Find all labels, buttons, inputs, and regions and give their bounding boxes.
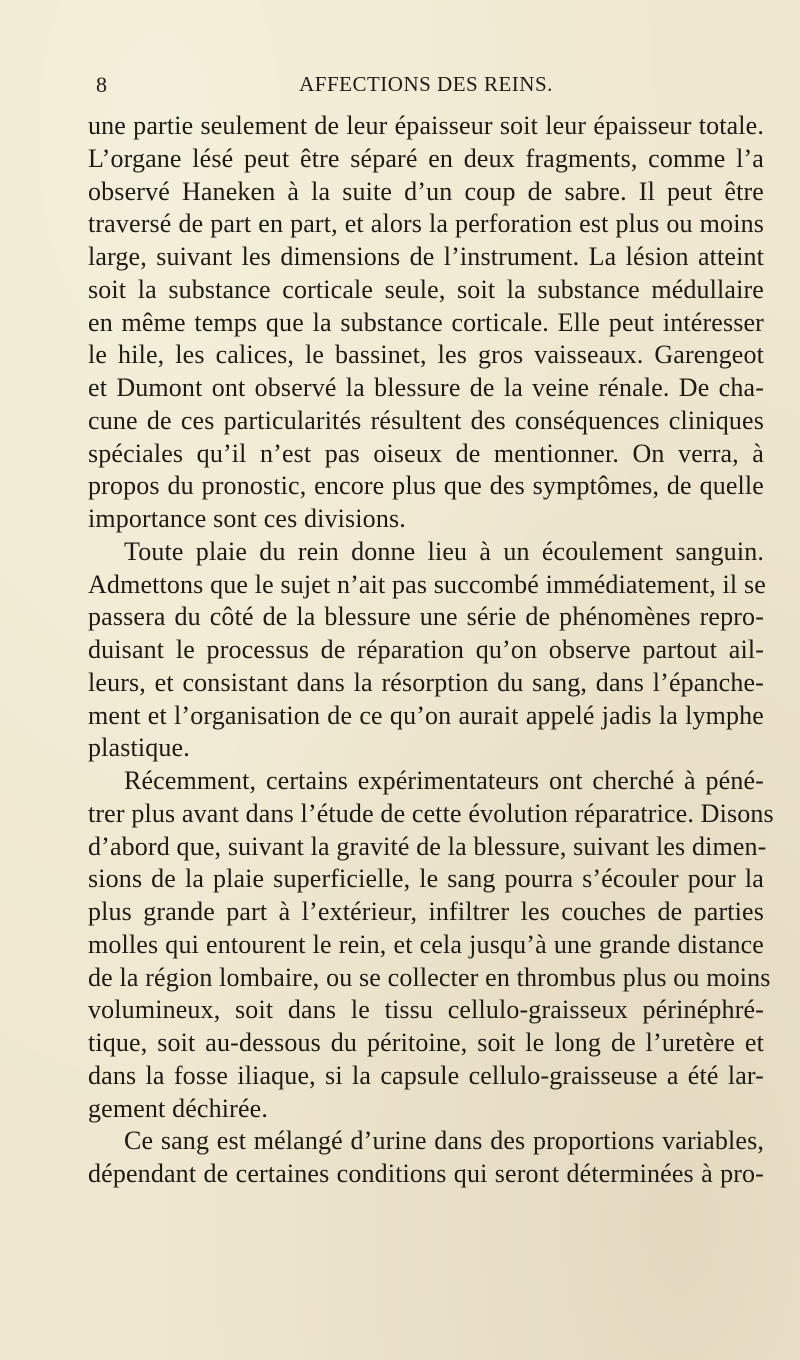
- text-line: cune de ces particularités résultent des conséquences cliniques: [88, 405, 764, 435]
- text-line: duisant le processus de réparation qu’on observe partout ail-: [88, 635, 764, 664]
- text-line: Admettons que le sujet n’ait pas succombé immédiatement, il se: [88, 569, 766, 599]
- text-line: dépendant de certaines conditions qui seront déterminées à pro-: [88, 1159, 764, 1188]
- text-line: volumineux, soit dans le tissu cellulo-graisseux périnéphré-: [88, 995, 764, 1025]
- text-line: le hile, les calices, le bassinet, les gros vaisseaux. Garengeot: [88, 340, 764, 370]
- book-page: [88, 0, 774, 1360]
- text-line: dans la fosse iliaque, si la capsule cellulo-graisseuse a été lar-: [88, 1060, 764, 1090]
- text-line: molles qui entourent le rein, et cela jusqu’à une grande distance: [88, 929, 764, 959]
- text-line: Ce sang est mélangé d’urine dans des proportions variables,: [124, 1126, 764, 1156]
- text-line: d’abord que, suivant la gravité de la blessure, suivant les dimen-: [88, 831, 767, 861]
- text-line: passera du côté de la blessure une série de phénomènes repro-: [88, 602, 764, 632]
- text-line: propos du pronostic, encore plus que des symptômes, de quelle: [88, 471, 764, 501]
- running-title: AFFECTIONS DES REINS.: [299, 72, 553, 96]
- running-head: [88, 72, 764, 96]
- text-line: observé Haneken à la suite d’un coup de sabre. Il peut être: [88, 176, 764, 206]
- page-number: 8: [96, 72, 107, 97]
- body-text: [88, 110, 774, 1191]
- text-line: de la région lombaire, ou se collecter en thrombus plus ou moins: [88, 962, 771, 992]
- text-line: spéciales qu’il n’est pas oiseux de mentionner. On verra, à: [88, 438, 764, 468]
- text-line: une partie seulement de leur épaisseur soit leur épaisseur totale.: [88, 111, 764, 140]
- text-line: tique, soit au-dessous du péritoine, soit le long de l’uretère et: [88, 1028, 764, 1057]
- text-line: ment et l’organisation de ce qu’on aurait appelé jadis la lymphe: [88, 700, 764, 730]
- text-line: plus grande part à l’extérieur, infiltrer les couches de parties: [88, 897, 764, 926]
- text-line: soit la substance corticale seule, soit la substance médullaire: [88, 274, 764, 304]
- text-line: en même temps que la substance corticale. Elle peut intéresser: [88, 307, 764, 337]
- text-line: Toute plaie du rein donne lieu à un écoulement sanguin.: [124, 536, 764, 566]
- text-line: leurs, et consistant dans la résorption du sang, dans l’épanche-: [88, 667, 764, 697]
- text-line: gement déchirée.: [88, 1093, 268, 1123]
- text-line: trer plus avant dans l’étude de cette évolution réparatrice. Disons: [88, 798, 774, 828]
- text-line: traversé de part en part, et alors la perforation est plus ou moins: [88, 209, 764, 239]
- text-line: et Dumont ont observé la blessure de la veine rénale. De cha-: [88, 373, 764, 402]
- text-line: large, suivant les dimensions de l’instrument. La lésion atteint: [88, 242, 764, 271]
- text-line: Récemment, certains expérimentateurs ont cherché à péné-: [124, 766, 764, 795]
- text-line: L’organe lésé peut être séparé en deux fragments, comme l’a: [88, 143, 764, 173]
- text-line: importance sont ces divisions.: [88, 504, 406, 533]
- text-line: plastique.: [88, 733, 190, 763]
- text-line: sions de la plaie superficielle, le sang pourra s’écouler pour la: [88, 864, 764, 894]
